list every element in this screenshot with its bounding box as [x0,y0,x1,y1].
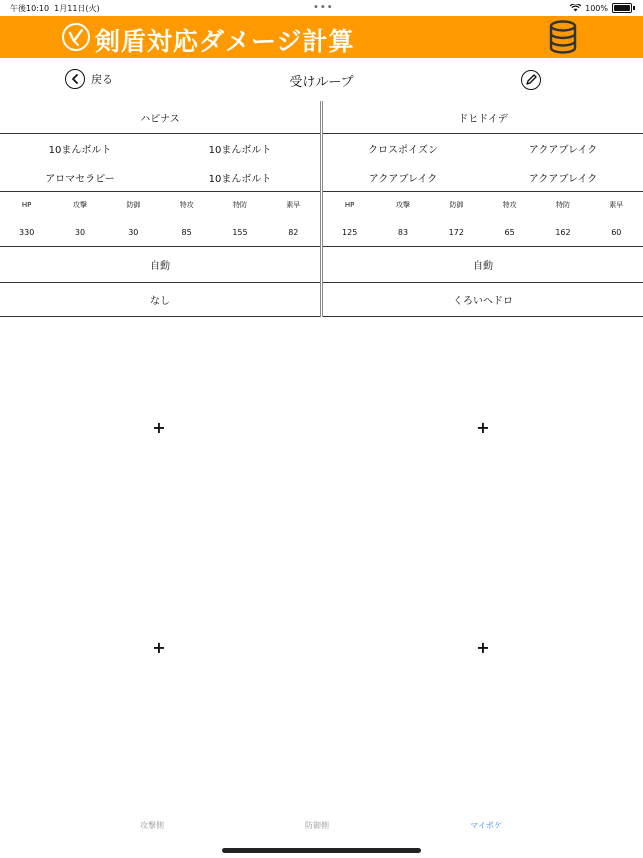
moves-row-2 [0,163,320,192]
stat-value-attack: 83 [397,227,409,237]
stat-label-attack: 攻撃 [395,201,410,209]
status-bar [0,0,643,16]
stat-label-attack: 攻撃 [72,201,87,209]
move-slot-4[interactable]: 10まんボルト [208,173,272,185]
stat-label-sp-defense: 特防 [232,201,247,209]
move-slot-1[interactable]: 10まんボルト [48,145,112,156]
tab-attacker[interactable]: 攻撃側 [140,821,164,830]
left-pokemon-panel [0,101,320,317]
move-slot-3[interactable]: アクアブレイク [368,173,438,185]
stat-label-sp-attack: 特攻 [502,201,517,209]
mode-selector[interactable]: 自動 [0,247,320,283]
add-slot-top-left-button[interactable]: + [152,418,166,437]
page-title: 受けループ [289,75,354,90]
pokemon-name-button[interactable]: ドヒドイデ [323,101,643,134]
app-header [0,16,643,58]
stat-label-sp-defense: 特防 [555,201,570,209]
app-logo-icon [62,23,90,51]
database-icon[interactable] [548,20,578,54]
stat-label-hp: HP [344,201,355,209]
tab-my-pokemon[interactable]: マイポケ [470,821,502,830]
wifi-icon [570,4,581,12]
move-slot-4[interactable]: アクアブレイク [528,173,598,185]
battery-icon [612,3,632,13]
add-slot-top-right-button[interactable]: + [476,418,490,437]
tab-defender[interactable]: 防御側 [305,821,329,830]
stat-value-sp-defense: 162 [555,227,571,237]
stat-value-sp-attack: 65 [504,227,515,237]
move-slot-3[interactable]: アロマセラピー [45,173,115,185]
stat-label-speed: 素早 [286,201,301,209]
stat-value-attack: 30 [74,227,86,237]
held-item-selector[interactable]: なし [0,283,320,317]
stat-value-speed: 82 [288,227,299,237]
held-item-selector[interactable]: くろいヘドロ [323,283,643,317]
stat-values-row [0,218,320,247]
nav-bar [0,58,643,100]
app-title: 剣盾対応ダメージ計算 [95,27,355,56]
mode-selector[interactable]: 自動 [323,247,643,283]
add-slot-bottom-right-button[interactable]: + [476,638,490,657]
multitask-dots-icon[interactable]: ••• [313,2,334,13]
stat-label-defense: 防御 [449,201,464,209]
stat-values-row [323,218,643,247]
stat-value-sp-attack: 85 [181,227,192,237]
right-pokemon-panel [323,101,643,317]
stat-label-speed: 素早 [609,201,624,209]
back-label: 戻る [91,73,113,86]
tab-bar [0,815,643,837]
stat-value-defense: 172 [448,227,464,237]
add-slot-bottom-left-button[interactable]: + [152,638,166,657]
stat-value-speed: 60 [611,227,622,237]
battery-tip [633,6,635,10]
move-slot-1[interactable]: クロスポイズン [368,145,438,156]
move-slot-2[interactable]: アクアブレイク [528,145,598,156]
moves-row-1 [0,134,320,163]
home-indicator[interactable] [222,848,421,853]
stat-value-sp-defense: 155 [232,227,248,237]
stat-label-defense: 防御 [126,201,141,209]
status-date: 1月11日(火) [54,4,100,13]
move-slot-2[interactable]: 10まんボルト [208,145,272,156]
battery-percent: 100% [585,3,608,13]
stat-labels-row [0,192,320,218]
pencil-icon[interactable] [521,70,541,90]
status-time-date [10,3,100,14]
stat-label-hp: HP [21,201,32,209]
stat-value-defense: 30 [128,227,139,237]
stat-value-hp: 125 [342,227,358,237]
stat-labels-row [323,192,643,218]
status-time: 午後10:10 [10,4,50,13]
moves-row-1 [323,134,643,163]
stat-value-hp: 330 [19,227,35,237]
stat-label-sp-attack: 特攻 [179,201,194,209]
moves-row-2 [323,163,643,192]
pokemon-name-button[interactable]: ハピナス [0,101,320,134]
status-right [570,3,635,13]
